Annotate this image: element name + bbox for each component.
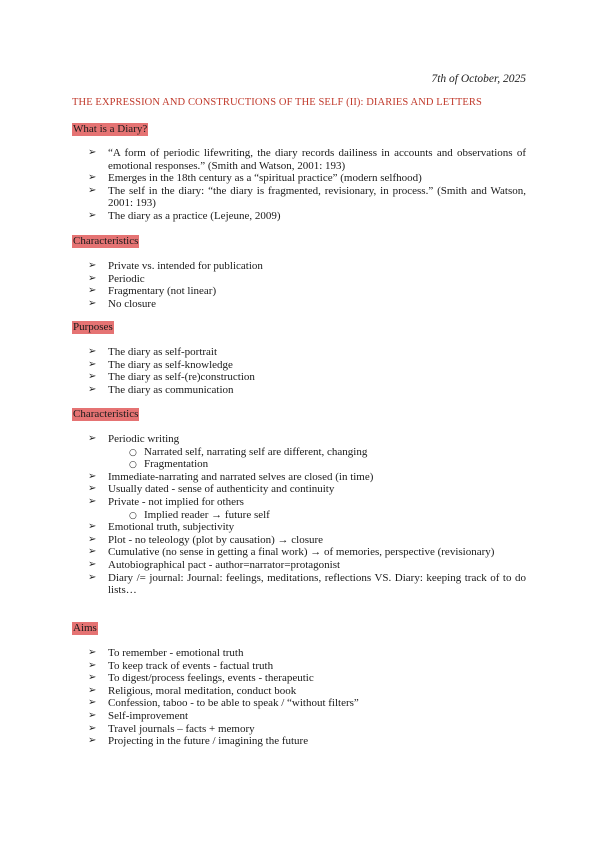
sub-list-item: ○ Fragmentation <box>129 458 209 471</box>
bullet-arrow-icon: ➢ <box>88 285 97 297</box>
list-item: ➢ Cumulative (no sense in getting a final work) → of memories, perspective (revisionary) <box>88 546 495 559</box>
list-item: ➢ The diary as self-portrait <box>88 346 218 358</box>
bullet-arrow-icon: ➢ <box>88 558 97 570</box>
section-heading-aims: Aims <box>73 622 97 634</box>
circle-bullet-icon: ○ <box>129 447 137 458</box>
bullet-arrow-icon: ➢ <box>88 358 97 370</box>
bullet-arrow-icon: ➢ <box>88 260 97 271</box>
list-item: ➢ Immediate-narrating and narrated selves are closed (in time) <box>88 470 374 483</box>
document-title: THE EXPRESSION AND CONSTRUCTIONS OF THE SELF (II): DIARIES AND LETTERS <box>72 97 482 108</box>
list-item: ➢ The diary as self-(re)construction <box>88 371 255 384</box>
bullet-arrow-icon: ➢ <box>88 521 97 533</box>
section-heading-characteristics: Characteristics <box>73 235 139 247</box>
section-heading-characteristics-2: Characteristics <box>73 408 139 420</box>
bullet-arrow-icon: ➢ <box>88 735 97 747</box>
list-item: ➢ Private vs. intended for publication <box>88 260 263 272</box>
list-item: ➢ Projecting in the future / imagining the future <box>88 735 309 748</box>
date: 7th of October, 2025 <box>431 73 526 85</box>
list-item: ➢ Emerges in the 18th century as a “spiritual practice” (modern selfhood) <box>88 172 422 185</box>
section-list-aims <box>88 647 526 748</box>
section-heading-what-is-a-diary: What is a Diary? <box>73 123 148 135</box>
list-item: ➢ Private - not implied for others <box>88 495 244 508</box>
list-item: ➢ Religious, moral meditation, conduct book <box>88 684 297 697</box>
list-item: ➢ Fragmentary (not linear) <box>88 285 217 298</box>
list-item: ➢ Periodic <box>88 272 145 285</box>
list-item: ➢ To digest/process feelings, events - therapeutic <box>88 672 314 685</box>
list-item: ➢ To keep track of events - factual truth <box>88 659 274 672</box>
bullet-arrow-icon: ➢ <box>88 383 97 395</box>
sub-list-item: ○ Narrated self, narrating self are different, changing <box>129 445 368 458</box>
section-list-characteristics <box>88 260 526 310</box>
list-item: ➢ Periodic writing <box>88 433 180 445</box>
bullet-arrow-icon: ➢ <box>88 184 97 196</box>
bullet-arrow-icon: ➢ <box>88 647 97 658</box>
bullet-arrow-icon: ➢ <box>88 495 97 507</box>
bullet-arrow-icon: ➢ <box>88 272 97 284</box>
bullet-arrow-icon: ➢ <box>88 172 97 184</box>
bullet-arrow-icon: ➢ <box>88 346 97 357</box>
list-item: ➢ To remember - emotional truth <box>88 647 244 659</box>
bullet-arrow-icon: ➢ <box>88 470 97 482</box>
bullet-arrow-icon: ➢ <box>88 371 97 383</box>
section-list-characteristics-2 <box>88 433 526 597</box>
bullet-arrow-icon: ➢ <box>88 571 97 583</box>
list-item: ➢ The self in the diary: “the diary is fragmented, revisionary, in process.” (Smith and Watson, 2001: 193) <box>88 184 526 210</box>
list-item: ➢ The diary as self-knowledge <box>88 358 233 371</box>
list-item: ➢ Travel journals – facts + memory <box>88 722 255 735</box>
bullet-arrow-icon: ➢ <box>88 546 97 558</box>
bullet-arrow-icon: ➢ <box>88 209 97 221</box>
bullet-arrow-icon: ➢ <box>88 297 97 309</box>
sub-list-item: ○ Implied reader → future self <box>129 508 270 521</box>
list-item: ➢ Usually dated - sense of authenticity and continuity <box>88 483 335 496</box>
bullet-arrow-icon: ➢ <box>88 483 97 495</box>
bullet-arrow-icon: ➢ <box>88 672 97 684</box>
section-list-purposes <box>88 346 526 396</box>
bullet-arrow-icon: ➢ <box>88 433 97 444</box>
list-item: ➢ Self-improvement <box>88 709 189 722</box>
bullet-arrow-icon: ➢ <box>88 533 97 545</box>
list-item: ➢ Emotional truth, subjectivity <box>88 521 235 534</box>
list-item: ➢ No closure <box>88 297 156 310</box>
bullet-arrow-icon: ➢ <box>88 147 97 158</box>
list-item: ➢ The diary as a practice (Lejeune, 2009) <box>88 209 281 222</box>
list-item: ➢ “A form of periodic lifewriting, the diary records dailiness in accounts and observations of emotional responses.” (Smith and Watson, 2001: 193) <box>88 147 526 172</box>
list-item: ➢ Autobiographical pact - author=narrator=protagonist <box>88 558 341 571</box>
bullet-arrow-icon: ➢ <box>88 709 97 721</box>
list-item: ➢ Diary /= journal: Journal: feelings, meditations, reflections VS. Diary: keeping track of to do lists… <box>88 571 526 597</box>
bullet-arrow-icon: ➢ <box>88 684 97 696</box>
bullet-arrow-icon: ➢ <box>88 659 97 671</box>
list-item: ➢ Confession, taboo - to be able to speak / “without filters” <box>88 697 359 710</box>
list-item: ➢ Plot - no teleology (plot by causation) → closure <box>88 533 324 546</box>
section-list-what-is-a-diary <box>88 147 526 223</box>
section-heading-purposes: Purposes <box>73 321 113 333</box>
bullet-arrow-icon: ➢ <box>88 722 97 734</box>
list-item: ➢ The diary as communication <box>88 383 234 396</box>
circle-bullet-icon: ○ <box>129 510 137 521</box>
bullet-arrow-icon: ➢ <box>88 697 97 709</box>
circle-bullet-icon: ○ <box>129 460 137 471</box>
